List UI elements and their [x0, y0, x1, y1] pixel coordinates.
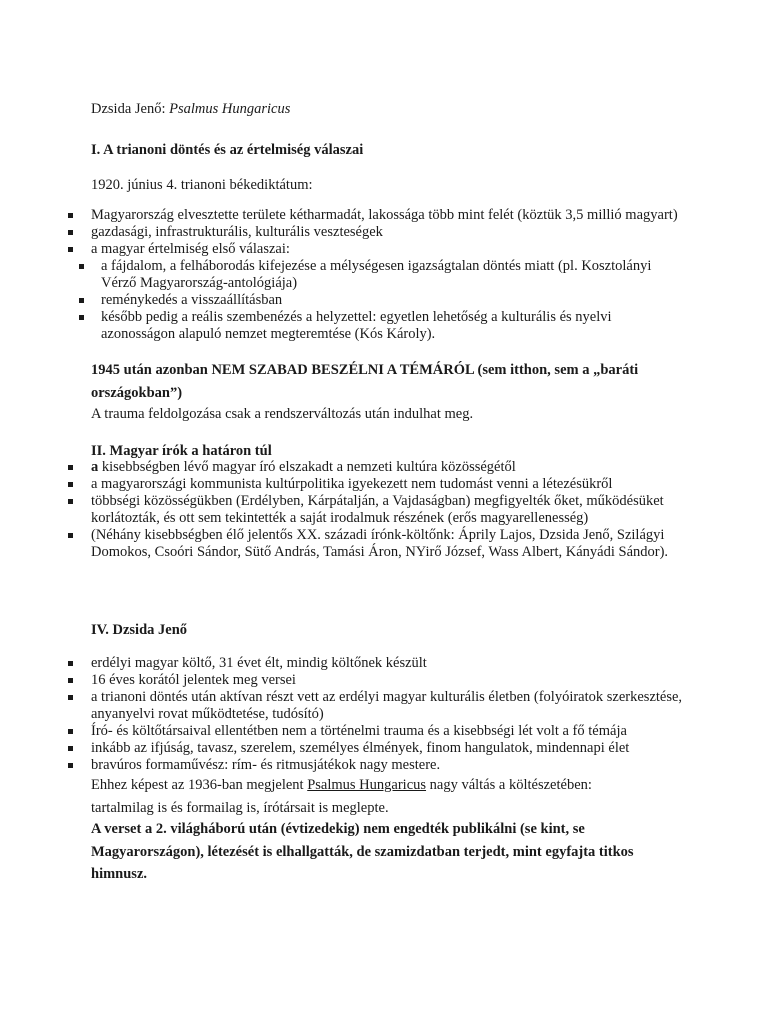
psalmus-link[interactable]: Psalmus Hungaricus	[307, 777, 427, 793]
list-item: többségi közösségükben (Erdélyben, Kárpátalján, a Vajdaságban) megfigyelték őket, működésüket korlátozták, és ott sem tekintették a saját irodalmuk részének (erős magyarellenesség)	[68, 493, 688, 527]
title-author: Dzsida Jenő:	[91, 101, 170, 117]
list-item: bravúros formaművész: rím- és ritmusjátékok nagy mestere.	[68, 757, 688, 774]
list-item: 16 éves korától jelentek meg versei	[68, 672, 688, 689]
section1-heading: I. A trianoni döntés és az értelmiség válaszai	[91, 142, 364, 158]
section2-list	[68, 459, 688, 561]
list-item: inkább az ifjúság, tavasz, szerelem, személyes élmények, finom hangulatok, mindennapi élet	[68, 740, 688, 757]
paragraph-text: Ehhez képest az 1936-ban megjelent	[91, 777, 308, 793]
section4-heading: IV. Dzsida Jenő	[91, 622, 188, 638]
sub-list-item: később pedig a reális szembenézés a helyzettel: egyetlen lehetőség a kulturális és nyelvi azonosságon alapuló nemzet megteremtése (Kós Károly).	[68, 309, 688, 343]
list-item: a trianoni döntés után aktívan részt vett az erdélyi magyar kulturális életben (folyóiratok szerkesztése, anyanyelvi rovat működtetése, tudósító)	[68, 689, 688, 723]
section4-paragraph	[91, 774, 651, 819]
section2-heading: II. Magyar írók a határon túl	[91, 443, 272, 459]
paragraph-text: nagy váltás a költészetében: tartalmilag is és formailag is, írótársait is meglepte.	[91, 777, 592, 816]
list-item: a magyarországi kommunista kultúrpolitika igyekezett nem tudomást venni a létezésükről	[68, 476, 688, 493]
section1-intro: 1920. június 4. trianoni békediktátum:	[91, 177, 313, 193]
list-item: Magyarország elvesztette területe kétharmadát, lakossága több mint felét (köztük 3,5 millió magyart)	[68, 207, 688, 224]
section1-note: A trauma feldolgozása csak a rendszerváltozás után indulhat meg.	[91, 406, 474, 422]
section1-list	[68, 207, 688, 343]
section1-bold-note: 1945 után azonban NEM SZABAD BESZÉLNI A TÉMÁRÓL (sem itthon, sem a „baráti országokban”)	[91, 362, 639, 401]
document-title	[91, 101, 681, 118]
title-work: Psalmus Hungaricus	[169, 101, 291, 117]
list-item: Író- és költőtársaival ellentétben nem a történelmi trauma és a kisebbségi lét volt a fő témája	[68, 723, 688, 740]
list-item-text: kisebbségben lévő magyar író elszakadt a nemzeti kultúra közösségétől	[98, 459, 516, 475]
section4-bold-paragraph: A verset a 2. világháború után (évtizedekig) nem engedték publikálni (se kint, se Magyarországon), létezését is elhallgatták, de szamizdatban terjedt, mint egyfajta titkos himnusz.	[91, 821, 634, 882]
list-item	[68, 459, 688, 476]
sub-list-item: reménykedés a visszaállításban	[68, 292, 688, 309]
section4-list	[68, 655, 688, 774]
list-item: erdélyi magyar költő, 31 évet élt, mindig költőnek készült	[68, 655, 688, 672]
sub-list-item: a fájdalom, a felháborodás kifejezése a mélységesen igazságtalan döntés miatt (pl. Kosztolányi Vérző Magyarország-antológiája)	[68, 258, 688, 292]
list-item: a magyar értelmiség első válaszai:	[68, 241, 688, 258]
list-item-bold: a	[91, 459, 99, 475]
list-item: (Néhány kisebbségben élő jelentős XX. századi írónk-költőnk: Áprily Lajos, Dzsida Jenő, Szilágyi Domokos, Csoóri Sándor, Sütő András, Tamási Áron, NYirő József, Wass Albert, Kányádi Sándor).	[68, 527, 688, 561]
list-item: gazdasági, infrastrukturális, kulturális veszteségek	[68, 224, 688, 241]
